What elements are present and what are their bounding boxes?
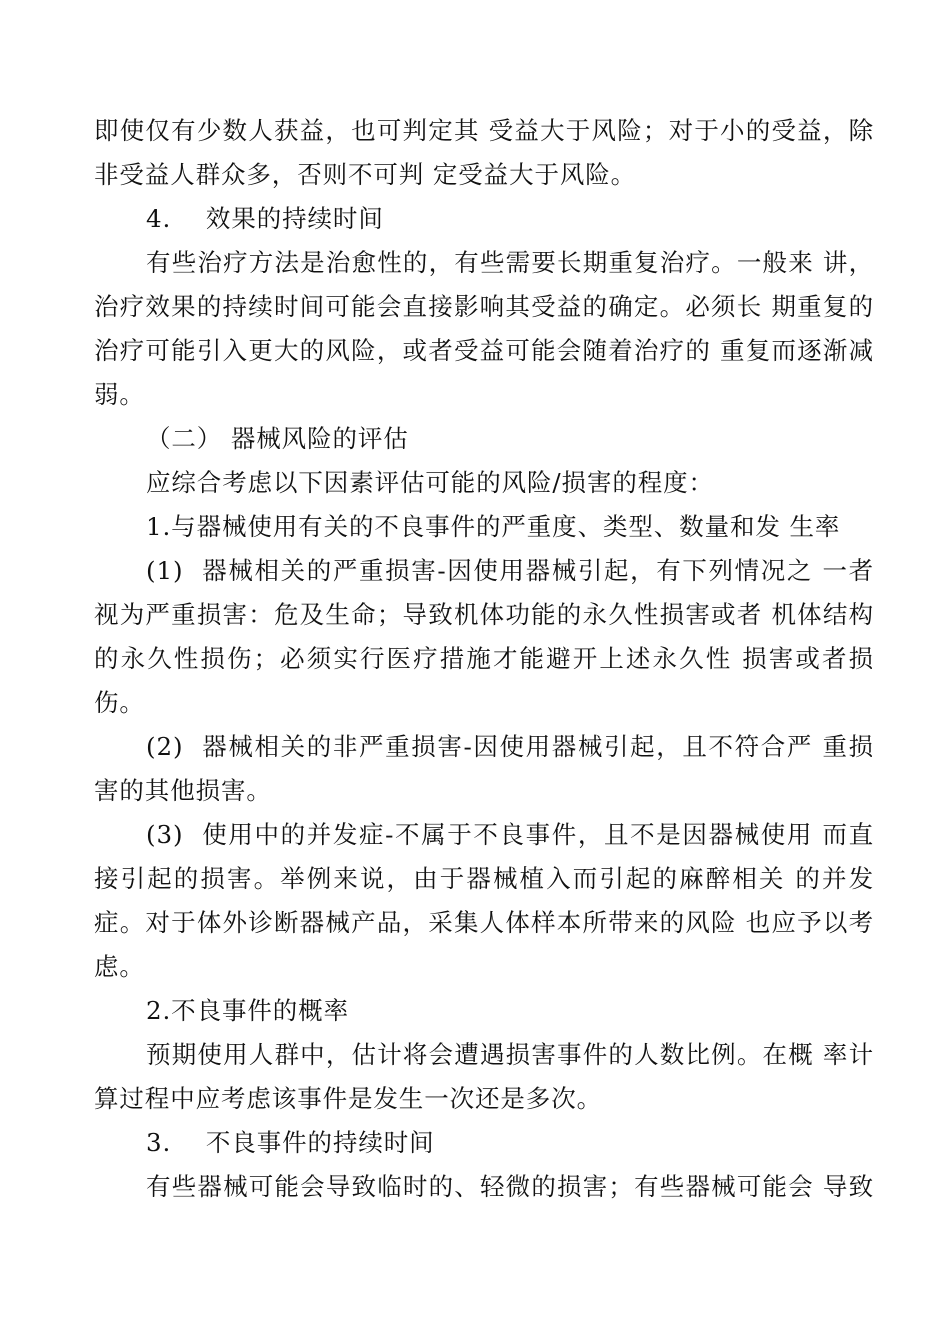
paragraph-line: (1) 器械相关的严重损害-因使用器械引起，有下列情况之 一者 [146,556,874,585]
paragraph-line: 伤。 [94,688,145,717]
paragraph-line: 应综合考虑以下因素评估可能的风险/损害的程度： [146,468,714,497]
paragraph-line: 虑。 [94,952,145,981]
paragraph-line: (3) 使用中的并发症-不属于不良事件，且不是因器械使用 而直 [146,820,874,849]
paragraph-line: 即使仅有少数人获益，也可判定其 受益大于风险；对于小的受益，除 [94,116,874,145]
paragraph-line: 弱。 [94,380,145,409]
paragraph-line: 治疗效果的持续时间可能会直接影响其受益的确定。必须长 期重复的 [94,292,874,321]
list-item-heading: 1.与器械使用有关的不良事件的严重度、类型、数量和发 生率 [146,512,841,541]
paragraph-line: 算过程中应考虑该事件是发生一次还是多次。 [94,1084,602,1113]
paragraph-line: 预期使用人群中，估计将会遭遇损害事件的人数比例。在概 率计 [146,1040,874,1069]
paragraph-line: 害的其他损害。 [94,776,272,805]
paragraph-line: 治疗可能引入更大的风险，或者受益可能会随着治疗的 重复而逐渐减 [94,336,874,365]
paragraph-line: (2) 器械相关的非严重损害-因使用器械引起，且不符合严 重损 [146,732,874,761]
section-heading: 3. 不良事件的持续时间 [146,1128,435,1157]
section-heading: （二） 器械风险的评估 [146,424,409,453]
paragraph-line: 症。对于体外诊断器械产品，采集人体样本所带来的风险 也应予以考 [94,908,874,937]
paragraph-line: 接引起的损害。举例来说，由于器械植入而引起的麻醉相关 的并发 [94,864,874,893]
paragraph-line: 视为严重损害：危及生命；导致机体功能的永久性损害或者 机体结构 [94,600,874,629]
paragraph-line: 有些器械可能会导致临时的、轻微的损害；有些器械可能会 导致 [146,1172,874,1201]
paragraph-line: 的永久性损伤；必须实行医疗措施才能避开上述永久性 损害或者损 [94,644,874,673]
paragraph-line: 非受益人群众多，否则不可判 定受益大于风险。 [94,160,637,189]
list-item-heading: 2.不良事件的概率 [146,996,349,1025]
section-heading: 4. 效果的持续时间 [146,204,384,233]
paragraph-line: 有些治疗方法是治愈性的，有些需要长期重复治疗。一般来 讲， [146,248,874,277]
